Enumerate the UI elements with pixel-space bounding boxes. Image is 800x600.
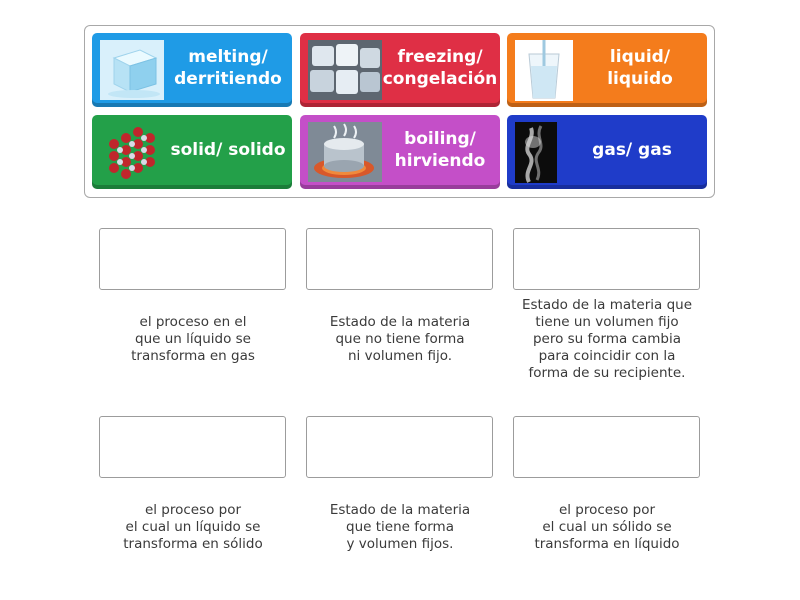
- tile-solid[interactable]: [92, 115, 292, 189]
- definition-text: el proceso por el cual un líquido se transforma en sólido: [123, 502, 263, 552]
- definition-text: el proceso en el que un líquido se transforma en gas: [131, 314, 255, 364]
- boiling-pot-image: [308, 122, 382, 182]
- tile-label: liquid/ liquido: [607, 47, 673, 89]
- smoke-image: [515, 122, 557, 183]
- glass-of-water-image: [515, 40, 573, 101]
- tile-label: gas/ gas: [592, 140, 672, 160]
- tile-boiling[interactable]: [300, 115, 500, 189]
- drop-zone[interactable]: [306, 228, 493, 290]
- definition-text: Estado de la materia que tiene un volumen fijo pero su forma cambia para coincidir con la forma de su recipiente.: [521, 297, 693, 381]
- tile-melting[interactable]: [92, 33, 292, 107]
- drop-zone[interactable]: [306, 416, 493, 478]
- tile-liquid[interactable]: [507, 33, 707, 107]
- drop-zone[interactable]: [99, 228, 286, 290]
- definition-text: Estado de la materia que tiene forma y volumen fijos.: [329, 502, 471, 552]
- tile-label: solid/ solido: [170, 140, 286, 160]
- definition-text: el proceso por el cual un sólido se transforma en líquido: [534, 502, 680, 552]
- ice-cubes-image: [308, 40, 382, 100]
- tile-label: melting/ derritiendo: [174, 47, 282, 89]
- drop-zone[interactable]: [99, 416, 286, 478]
- tile-freezing[interactable]: [300, 33, 500, 107]
- molecule-lattice-image: [100, 122, 164, 182]
- drop-zone[interactable]: [513, 416, 700, 478]
- drop-zone[interactable]: [513, 228, 700, 290]
- tile-gas[interactable]: [507, 115, 707, 189]
- tile-label: freezing/ congelación: [382, 47, 498, 89]
- tile-label: boiling/ hirviendo: [394, 129, 486, 171]
- ice-cube-image: [100, 40, 164, 100]
- definition-text: Estado de la materia que no tiene forma ni volumen fijo.: [329, 314, 471, 364]
